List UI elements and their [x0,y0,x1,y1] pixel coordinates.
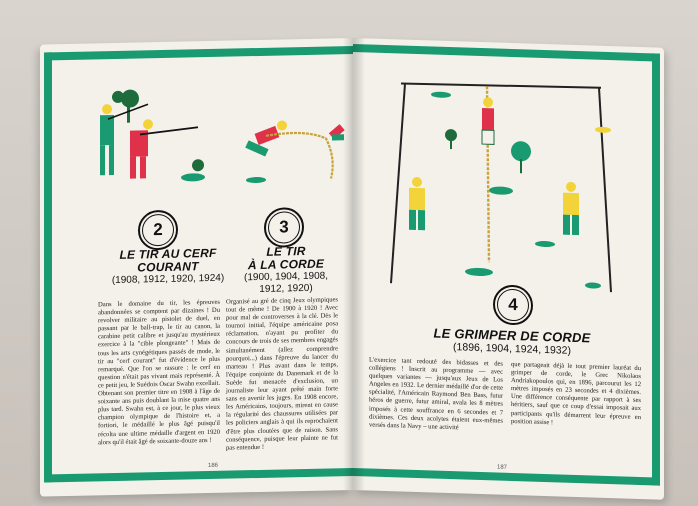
item-2-text: Dans le domaine du tir, les épreuves abandonnées se comptent par dizaines ! Du revolver militaire au pistolet de duel, en passant par le ball-trap, le tir au canon, la carabine petit calibre et jusqu'au mystérieux exercice à la "cible plongeante" ! Mais de tous les arts cynégétiques passés de mode, le tir au "cerf courant" fut d'évidence le plus remarqué. Que l'on se rassure : le cerf en question n'était pas vivant mais représenté. À ce petit jeu, le Suédois Oscar Swahn excellait. Obtenant son premier titre en 1908 à l'âge de soixante ans puis doublant la mise quatre ans plus tard. Swahn est, à ce jour, le plus vieux champion olympique de l'histoire et, a fortiori, le médaillé le plus âgé puisqu'il récolta une ultime médaille d'argent en 1920 alors qu'il était âgé de soixante-douze ans ! [98,298,220,446]
item-2-title-line1: LE TIR AU CERF [119,245,217,262]
rope-climbing-illustration [371,63,631,301]
open-book [40,38,664,490]
left-page-number: 186 [208,462,219,470]
left-page [40,38,353,497]
item-3-title-line1: LE TIR [266,243,306,259]
item-3-title-line2: À LA CORDE [247,256,325,273]
item-3-years-line1: (1900, 1904, 1908, [244,270,328,284]
item-3-years-line2: 1912, 1920) [259,282,313,295]
item-3-text: Organisé au gré de cinq Jeux olympiques tout de même ! De 1900 à 1920 ! Avec pour mal de controverses à la clé. Dès le tournoi initial, l'équipe américaine posa réclamation, n'ayant pu profiter du concours de trois de ses membres engagés simultanément (allez comprendre pourquoi...) dans l'épreuve du lancer du marteau ! Plus avant dans le temps, l'équipe conjointe du Danemark et de la Suède fut menacée d'exclusion, un journaliste leur ayant prêté main forte sans en avertir les juges. En 1908 encore, les Américains, toujours, mirent en cause la régularité des chaussures utilisées par les policiers anglais à qui ils reprochaient d'être plus cloutées que de raison. Sans conséquence, puisque leur plainte ne fut pas entendue ! [226,296,338,452]
right-page [353,38,664,500]
item-4-title: LE GRIMPER DE CORDE [433,325,591,346]
item-2-years: (1908, 1912, 1920, 1924) [111,272,225,287]
item-4-years: (1896, 1904, 1924, 1932) [453,341,571,357]
item-3-number: 3 [279,217,289,237]
tug-of-war-illustration [236,98,352,190]
item-2-number: 2 [153,219,163,240]
item-4-text-col1: L'exercice tant redouté des bidasses et des collégiens ! Inscrit au programme — avec quelques variantes — jusqu'aux Jeux de Los Angeles en 1932. Le dernier médaillé d'or de cette spécialité, l'Américain Raymond Ben Bass, futur héros de guerre, futur amiral, avala les 8 mètres imposés à cette souffrance en 6 secondes et 7 dixièmes. Ces deux acolytes étaient eux-mêmes versés dans la Navy – une activité [369,356,503,432]
item-4-number: 4 [508,294,518,315]
hunters-illustration [78,85,228,188]
item-4-number-badge [493,284,533,325]
right-page-number: 187 [497,464,508,471]
book-gutter [343,38,365,490]
item-4-text-col2: que partageait déjà le tout premier lauréat du grimper de corde, le Grec Nikolaos Andriakopoulos qui, en 1896, parcourut les 12 mètres imposés en 23 secondes et 4 dixièmes. Une différence conséquente par rapport à ses héritiers, sauf que ce coup d'essai imposait aux participants qu'ils démarrent leur épreuve en position assise ! [511,360,641,426]
item-2-title-line2: COURANT [137,259,199,275]
